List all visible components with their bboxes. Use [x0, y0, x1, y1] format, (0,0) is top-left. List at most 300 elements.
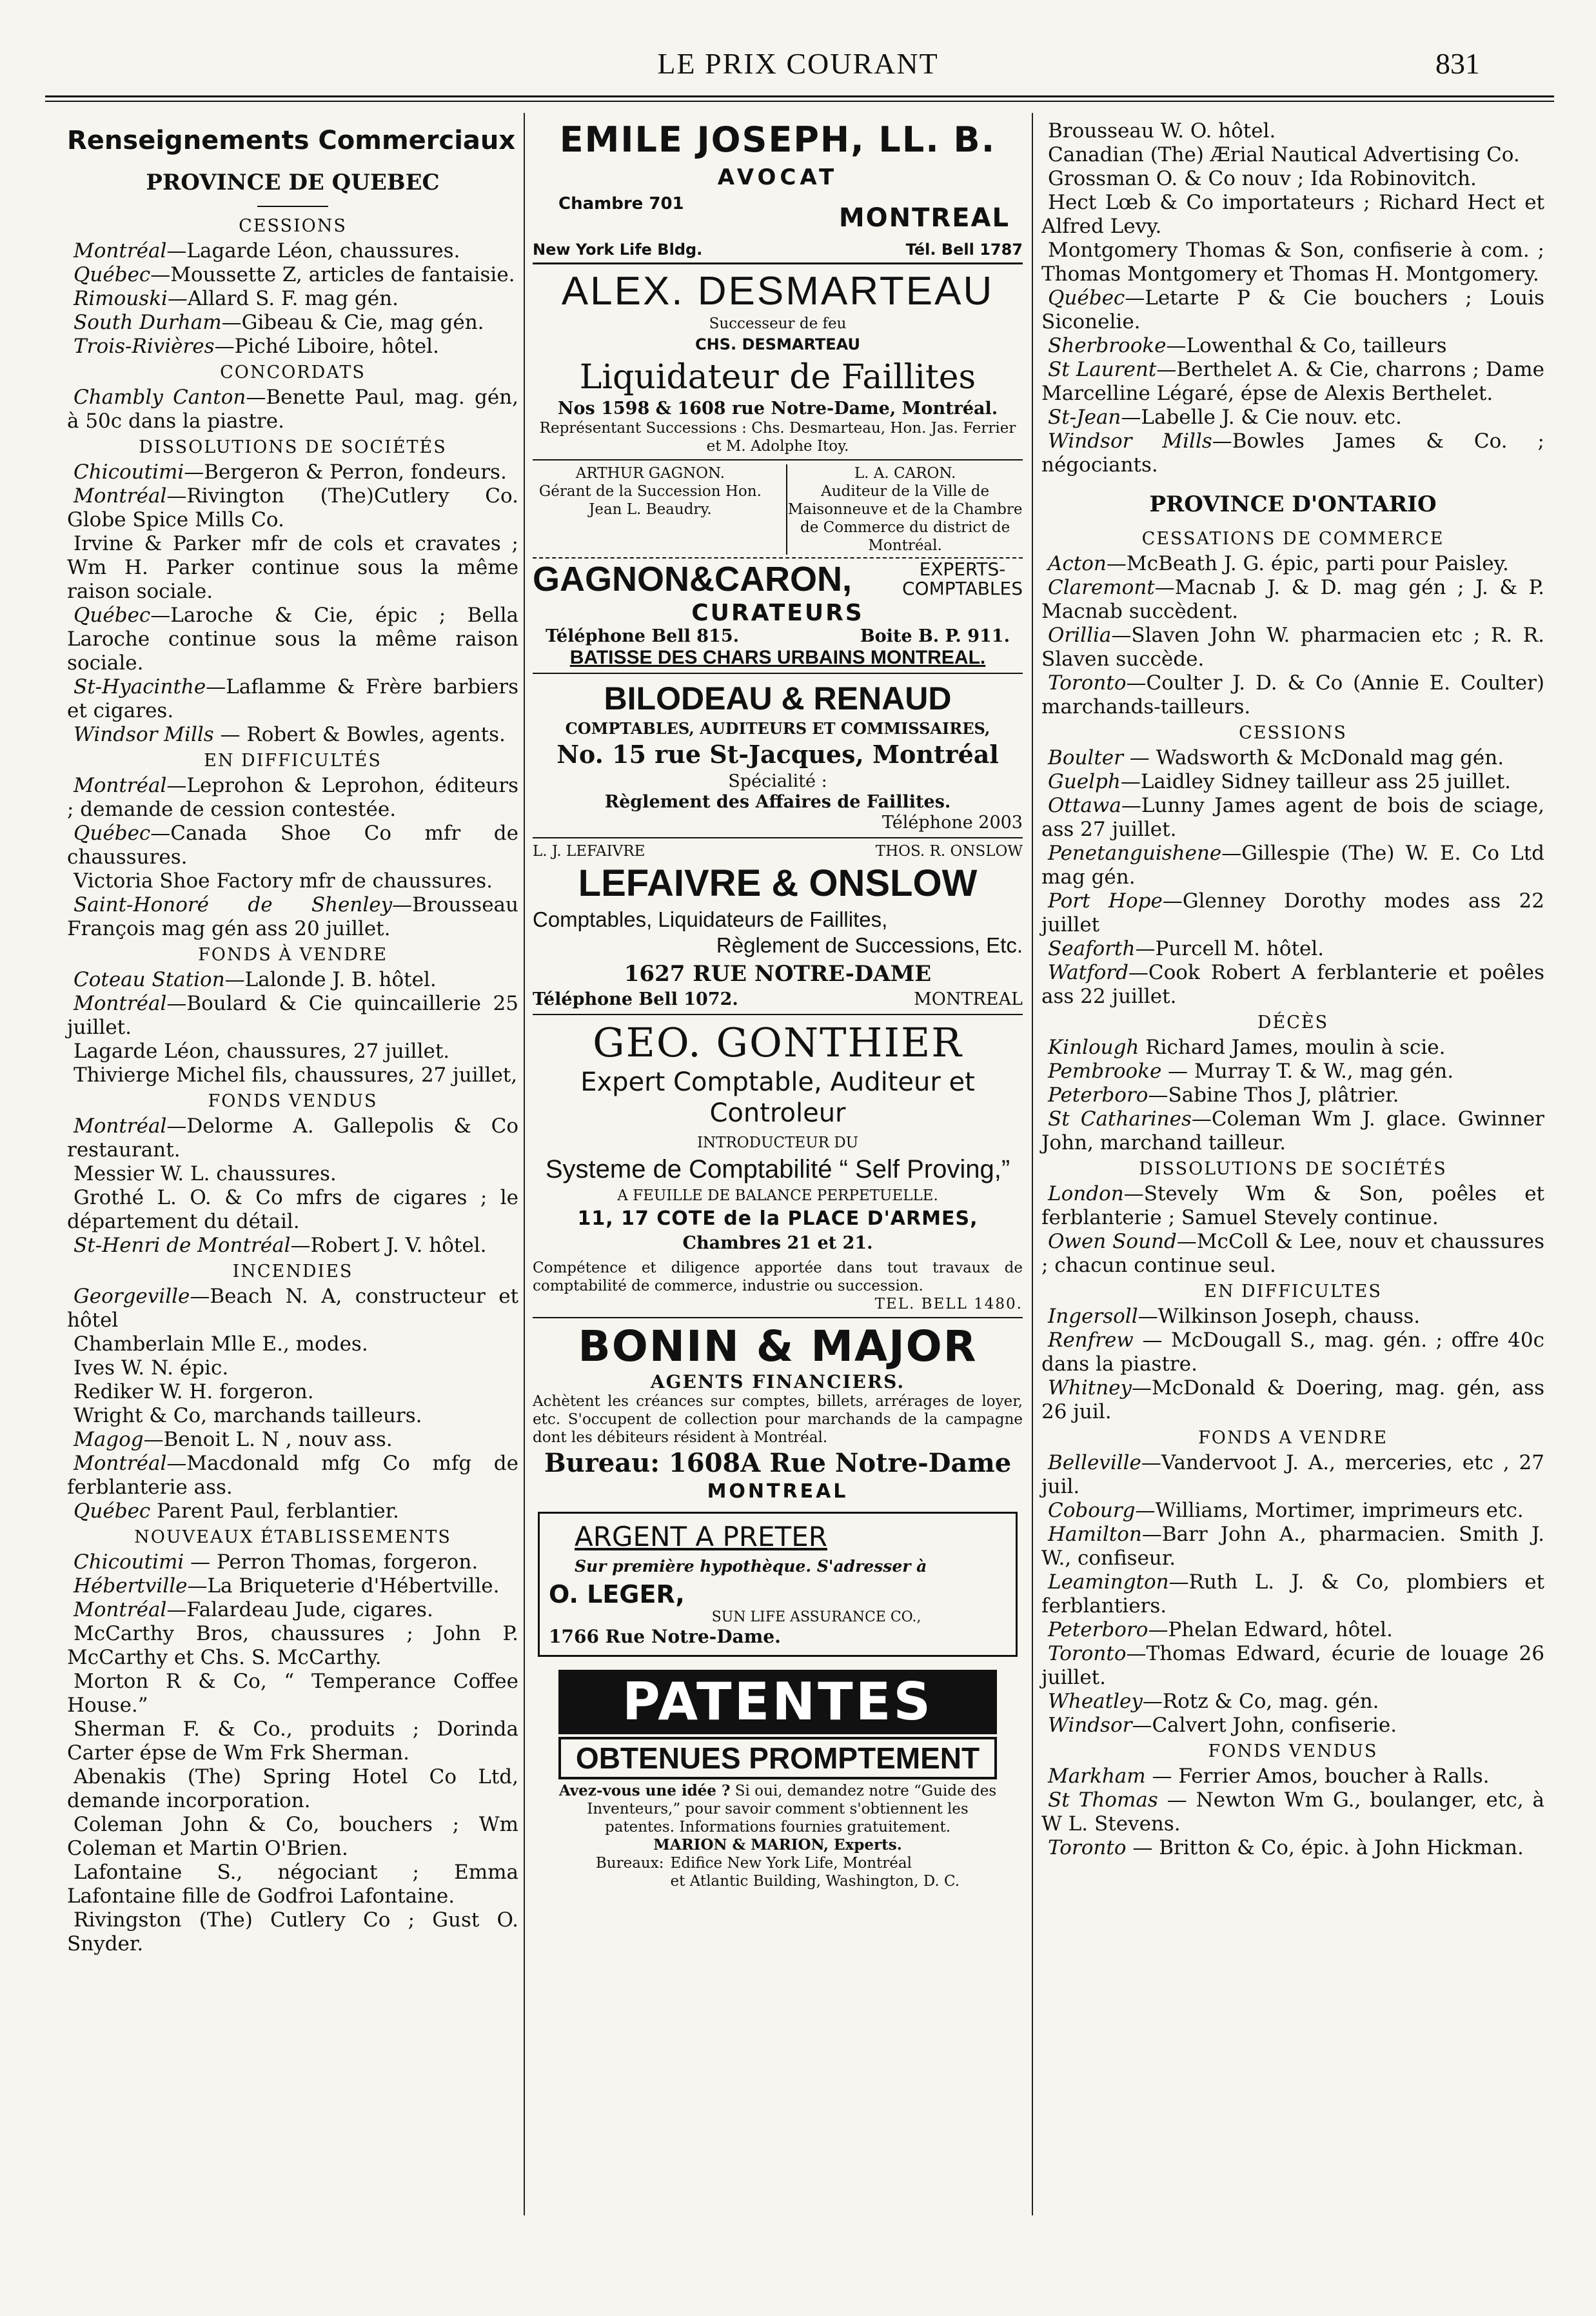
entry-text: — Perron Thomas, forgeron. — [184, 1550, 478, 1574]
entry — [1041, 286, 1544, 334]
section-heading: EN DIFFICULTÉS — [204, 751, 382, 771]
gagnon-curateurs: CURATEURS — [691, 600, 864, 626]
entry — [67, 1622, 518, 1670]
entry-text: —Benoit L. N , nouv ass. — [143, 1428, 393, 1451]
entry-text: Wright & Co, marchands tailleurs. — [74, 1404, 422, 1427]
entry — [67, 1550, 518, 1574]
entry — [1041, 1451, 1544, 1499]
entry-text: —Letarte P & Cie bouchers ; Louis Siconelie. — [1041, 286, 1544, 333]
entry-place: Hébertville — [74, 1574, 188, 1598]
gagnon-left-name: ARTHUR GAGNON. — [575, 465, 725, 482]
entry-place: Québec — [1048, 286, 1125, 310]
entry-place: Sherbrooke — [1048, 334, 1167, 357]
entry — [67, 893, 518, 941]
entry-text: —Wilkinson Joseph, chauss. — [1138, 1305, 1421, 1328]
column-quebec — [67, 119, 518, 1956]
page-header — [0, 43, 1596, 94]
header-rule-2 — [45, 101, 1554, 102]
entry-text: —La Briqueterie d'Hébertville. — [187, 1574, 500, 1598]
joseph-role: AVOCAT — [717, 164, 838, 190]
entry-text: —Benette Paul, mag. gén, à 50c dans la piastre. — [67, 386, 518, 433]
ontario-sections — [1041, 528, 1544, 1860]
gagnon-left-text: Gérant de la Succession Hon. Jean L. Beaudry. — [538, 483, 762, 518]
entry-place: Toronto — [1048, 671, 1127, 695]
entry — [67, 675, 518, 723]
entry — [1041, 1499, 1544, 1523]
entry-place: Leamington — [1048, 1570, 1169, 1594]
lefaivre-left: L. J. LEFAIVRE — [533, 843, 645, 860]
ad-argent-a-preter — [538, 1512, 1018, 1657]
section-title: Renseignements Commerciaux — [67, 126, 516, 155]
entry — [1041, 1788, 1544, 1836]
quebec-sections — [67, 215, 518, 1956]
entry-text: —Leprohon & Leprohon, éditeurs ; demande de cession contestée. — [67, 774, 518, 821]
bonin-bureau: Bureau: 1608A Rue Notre-Dame — [544, 1448, 1012, 1478]
entry — [67, 1380, 518, 1404]
section-heading: CESSIONS — [1239, 723, 1347, 743]
entry — [67, 822, 518, 869]
entry — [67, 1861, 518, 1908]
section-heading: NOUVEAUX ÉTABLISSEMENTS — [134, 1527, 451, 1547]
gagnon-experts: EXPERTS- — [919, 559, 1006, 580]
entry-place: South Durham — [74, 311, 222, 334]
entry-place: Chambly Canton — [74, 386, 246, 409]
entry — [1041, 889, 1544, 937]
entry — [67, 604, 518, 675]
entry — [67, 1332, 518, 1356]
entry — [1041, 1618, 1544, 1642]
entry-place: Claremont — [1048, 576, 1155, 599]
entry — [67, 1670, 518, 1717]
entry-place: Renfrew — [1048, 1329, 1134, 1352]
patentes-text: Si oui, demandez notre “Guide des Inventeurs,” pour savoir comment s'obtiennent les patentes. Informations fournies gratuitement. — [587, 1783, 997, 1836]
entry-place: Peterboro — [1048, 1618, 1148, 1641]
entry — [1041, 1570, 1544, 1618]
lefaivre-city: MONTREAL — [914, 989, 1023, 1009]
gagnon-right-text: Auditeur de la Ville de Maisonneuve et de la Chambre de Commerce du district de Montréal. — [787, 483, 1023, 554]
entry-text: Canadian (The) Ærial Nautical Advertising Co. — [1048, 143, 1520, 166]
gagnon-addr: BATISSE DES CHARS URBAINS MONTREAL. — [569, 647, 986, 668]
entry — [1041, 624, 1544, 671]
entry-text: —Vandervoot J. A., merceries, etc , 27 juil. — [1041, 1451, 1544, 1498]
entry-text: —Lowenthal & Co, tailleurs — [1166, 334, 1447, 357]
argent-name: O. LEGER, — [549, 1580, 685, 1608]
column-advertisements — [533, 119, 1023, 1890]
ad-emile-joseph — [533, 119, 1023, 259]
entry-place: Georgeville — [74, 1285, 190, 1308]
entry-place: Windsor Mills — [1048, 430, 1212, 453]
journal-title: LE PRIX COURANT — [657, 47, 939, 80]
bilodeau-spec: Spécialité : — [728, 771, 827, 791]
desmarteau-name: ALEX. DESMARTEAU — [561, 269, 994, 313]
entry — [1041, 1230, 1544, 1278]
entry-place: Port Hope — [1048, 889, 1163, 913]
entry — [1041, 406, 1544, 430]
entry-text: —Gibeau & Cie, mag gén. — [221, 311, 484, 334]
argent-l1: Sur première hypothèque. S'adresser à — [575, 1557, 927, 1576]
entry-place: Watford — [1048, 961, 1128, 984]
entry — [67, 1064, 518, 1087]
entry — [67, 968, 518, 992]
bonin-text: Achètent les créances sur comptes, billets, arrérages de loyer, etc. S'occupent de collection pour marchands de la campagne dont les débiteurs résident à Montréal. — [533, 1393, 1023, 1446]
entry — [1041, 1836, 1544, 1860]
entry-text: —Berthelet A. & Cie, charrons ; Dame Marcelline Légaré, épse de Alexis Berthelet. — [1041, 358, 1544, 405]
header-rule — [45, 95, 1554, 97]
entry — [67, 1356, 518, 1380]
section-heading: FONDS VENDUS — [1208, 1741, 1378, 1761]
gonthier-text: Compétence et diligence apportée dans tout travaux de comptabilité de commerce, industrie ou succession. — [533, 1260, 1023, 1294]
entry-place: Markham — [1048, 1765, 1146, 1788]
entry-text: —Gillespie (The) W. E. Co Ltd mag gén. — [1041, 842, 1544, 889]
gagnon-comptables: COMPTABLES — [902, 578, 1023, 599]
entry-place: Penetanguishene — [1048, 842, 1222, 865]
bonin-city: MONTREAL — [707, 1480, 849, 1503]
entry-text: — Wadsworth & McDonald mag gén. — [1123, 746, 1504, 769]
entry — [67, 263, 518, 287]
patentes-sub: OBTENUES PROMPTEMENT — [558, 1737, 997, 1779]
desmarteau-succ: Successeur de feu — [709, 315, 847, 332]
entry-text: Ives W. N. épic. — [74, 1356, 229, 1380]
entry-text: —Purcell M. hôtel. — [1135, 937, 1325, 960]
entry — [67, 1452, 518, 1499]
desmarteau-addr: Nos 1598 & 1608 rue Notre-Dame, Montréal. — [557, 399, 998, 419]
joseph-city: MONTREAL — [838, 203, 1010, 233]
entry — [67, 1717, 518, 1765]
entry-text: — Robert & Bowles, agents. — [213, 723, 506, 746]
lefaivre-name: LEFAIVRE & ONSLOW — [578, 862, 978, 904]
gonthier-addr: 11, 17 COTE de la PLACE D'ARMES, — [577, 1207, 978, 1230]
entry-text: —Barr John A., pharmacien. Smith J. W., confiseur. — [1041, 1523, 1544, 1570]
entry — [67, 1040, 518, 1064]
entry-text: —Canada Shoe Co mfr de chaussures. — [67, 822, 518, 869]
entry-text: Lagarde Léon, chaussures, 27 juillet. — [74, 1040, 450, 1063]
entry-text: Morton R & Co, “ Temperance Coffee House.” — [67, 1670, 518, 1717]
column-divider-1 — [524, 113, 525, 2215]
bilodeau-addr: No. 15 rue St-Jacques, Montréal — [557, 740, 999, 769]
entry-text: Irvine & Parker mfr de cols et cravates ; Wm H. Parker continue sous la même raison sociale. — [67, 532, 518, 603]
entry-text: —Rivington (The)Cutlery Co. Globe Spice Mills Co. — [67, 484, 518, 531]
column-ontario — [1041, 119, 1544, 1860]
patentes-title: PATENTES — [558, 1670, 997, 1734]
entry — [67, 1813, 518, 1861]
entry-place: Montréal — [74, 239, 167, 262]
entry-text: —Calvert John, confiserie. — [1132, 1714, 1397, 1737]
entry-place: Kinlough — [1048, 1036, 1139, 1059]
entry-text: Parent Paul, ferblantier. — [150, 1499, 399, 1523]
section-heading: DÉCÈS — [1257, 1013, 1329, 1033]
entry-place: Owen Sound — [1048, 1230, 1177, 1253]
bilodeau-tel: Téléphone 2003 — [882, 813, 1023, 833]
entry — [1041, 671, 1544, 719]
entry-text: Brousseau W. O. hôtel. — [1048, 119, 1276, 143]
entry — [67, 1428, 518, 1452]
entry-text: —Laroche & Cie, épic ; Bella Laroche continue sous la même raison sociale. — [67, 604, 518, 675]
entry — [1041, 746, 1544, 770]
entry-place: Windsor Mills — [74, 723, 214, 746]
province-heading: PROVINCE DE QUEBEC — [146, 170, 440, 195]
entry-text: Chamberlain Mlle E., modes. — [74, 1332, 368, 1356]
entry-text: Thivierge Michel fils, chaussures, 27 juillet, — [74, 1064, 518, 1087]
patentes-firm: MARION & MARION, Experts. — [653, 1836, 902, 1854]
ad-bonin-major — [533, 1322, 1023, 1503]
desmarteau-rep: Représentant Successions : Chs. Desmarteau, Hon. Jas. Ferrier et M. Adolphe Itoy. — [539, 420, 1016, 455]
entry-place: Montréal — [74, 1452, 167, 1475]
entry-text: —Bowles James & Co. ; négociants. — [1041, 430, 1544, 477]
quebec-continued — [1041, 119, 1544, 477]
gonthier-feuille: A FEUILLE DE BALANCE PERPETUELLE. — [617, 1187, 938, 1204]
entry-text: — Newton Wm G., boulanger, etc, à W L. Stevens. — [1041, 1788, 1544, 1836]
entry — [1041, 239, 1544, 286]
entry-place: Chicoutimi — [74, 460, 184, 484]
entry-text: —Laflamme & Frère barbiers et cigares. — [67, 675, 518, 722]
entry — [67, 287, 518, 311]
entry-text: —Glenney Dorothy modes ass 22 juillet — [1041, 889, 1544, 936]
entry-text: —McDonald & Doering, mag. gén, ass 26 juil. — [1041, 1376, 1544, 1423]
entry-text: — Britton & Co, épic. à John Hickman. — [1126, 1836, 1524, 1859]
entry-text: Hect Lœb & Co importateurs ; Richard Hect et Alfred Levy. — [1041, 191, 1544, 238]
entry-text: — Ferrier Amos, boucher à Ralls. — [1145, 1765, 1490, 1788]
section-heading: FONDS VENDUS — [208, 1091, 378, 1111]
ad-patentes — [558, 1670, 997, 1890]
entry-text: McCarthy Bros, chaussures ; John P. McCarthy et Chs. S. McCarthy. — [67, 1622, 518, 1669]
entry-place: Whitney — [1048, 1376, 1132, 1400]
patentes-question: Avez-vous une idée ? — [558, 1782, 731, 1799]
entry — [67, 239, 518, 263]
ad-gonthier — [533, 1019, 1023, 1313]
entry-place: Montréal — [74, 1598, 167, 1621]
entry-text: —Williams, Mortimer, imprimeurs etc. — [1135, 1499, 1524, 1522]
entry-text: Abenakis (The) Spring Hotel Co Ltd, demande incorporation. — [67, 1765, 518, 1812]
patentes-b2: et Atlantic Building, Washington, D. C. — [670, 1873, 960, 1890]
entry — [67, 1285, 518, 1332]
entry — [1041, 358, 1544, 406]
joseph-chambre: Chambre 701 — [558, 194, 684, 213]
gonthier-title: Expert Comptable, Auditeur et Controleur — [580, 1067, 975, 1128]
entry-text: —Robert J. V. hôtel. — [290, 1234, 487, 1257]
gonthier-name: GEO. GONTHIER — [593, 1019, 963, 1066]
entry-place: St-Hyacinthe — [74, 675, 206, 698]
entry-text: Rediker W. H. forgeron. — [74, 1380, 314, 1403]
section-heading: FONDS À VENDRE — [198, 945, 388, 965]
entry — [67, 311, 518, 335]
entry — [67, 335, 518, 359]
entry — [1041, 576, 1544, 624]
entry-text: —Cook Robert A ferblanterie et poêles ass 22 juillet. — [1041, 961, 1544, 1008]
entry-text: —Phelan Edward, hôtel. — [1148, 1618, 1393, 1641]
joseph-name: EMILE JOSEPH, LL. B. — [559, 119, 996, 160]
ad-bilodeau-renaud — [533, 678, 1023, 833]
entry — [1041, 1523, 1544, 1570]
entry-place: Québec — [74, 822, 151, 845]
entry — [1041, 430, 1544, 477]
patentes-b1: Edifice New York Life, Montréal — [670, 1855, 912, 1872]
entry-text: —Allard S. F. mag gén. — [167, 287, 399, 310]
section-heading: DISSOLUTIONS DE SOCIÉTÉS — [139, 437, 447, 457]
patentes-bureaux: Bureaux: — [595, 1855, 664, 1872]
entry-place: Rimouski — [74, 287, 168, 310]
entry — [1041, 1690, 1544, 1714]
entry-text: —Coulter J. D. & Co (Annie E. Coulter) marchands-tailleurs. — [1041, 671, 1544, 718]
ad-desmarteau — [533, 268, 1023, 455]
entry — [67, 1499, 518, 1523]
entry — [67, 484, 518, 532]
entry-text: — Murray T. & W., mag gén. — [1161, 1060, 1454, 1083]
entry-text: —Macdonald mfg Co mfg de ferblanterie ass. — [67, 1452, 518, 1499]
entry-place: Peterboro — [1048, 1084, 1148, 1107]
bilodeau-spec2: Règlement des Affaires de Faillites. — [604, 792, 951, 812]
joseph-bldg: New York Life Bldg. — [533, 241, 703, 259]
entry-text: —Rotz & Co, mag. gén. — [1142, 1690, 1379, 1713]
entry-place: St Catharines — [1048, 1107, 1192, 1131]
entry-place: Québec — [74, 604, 151, 627]
entry-text: —Laidley Sidney tailleur ass 25 juillet. — [1120, 770, 1512, 793]
entry-place: Québec — [74, 1499, 151, 1523]
entry — [1041, 1376, 1544, 1424]
entry — [1041, 191, 1544, 239]
bilodeau-sub: COMPTABLES, AUDITEURS ET COMMISSAIRES, — [565, 719, 990, 738]
argent-addr: 1766 Rue Notre-Dame. — [549, 1626, 781, 1647]
entry-place: Montréal — [74, 992, 167, 1015]
entry-place: Pembrooke — [1048, 1060, 1162, 1083]
entry-text: Victoria Shoe Factory mfr de chaussures. — [74, 869, 493, 893]
entry-text: —Falardeau Jude, cigares. — [166, 1598, 433, 1621]
entry-place: Coteau Station — [74, 968, 225, 991]
page-number: 831 — [1435, 47, 1480, 80]
entry — [67, 1598, 518, 1622]
entry-place: Acton — [1048, 552, 1107, 575]
entry-place: Montréal — [74, 774, 167, 797]
bonin-name: BONIN & MAJOR — [578, 1321, 978, 1371]
entry — [1041, 143, 1544, 167]
entry — [67, 1765, 518, 1813]
province-heading-ontario: PROVINCE D'ONTARIO — [1149, 491, 1437, 517]
entry-text: —Slaven John W. pharmacien etc ; R. R. Slaven succède. — [1041, 624, 1544, 671]
entry-place: Hamilton — [1048, 1523, 1142, 1546]
entry-text: —Lagarde Léon, chaussures. — [166, 239, 460, 262]
bilodeau-name: BILODEAU & RENAUD — [604, 680, 952, 717]
lefaivre-l2: Règlement de Successions, Etc. — [716, 933, 1023, 957]
entry-place: Chicoutimi — [74, 1550, 184, 1574]
gagnon-tel: Téléphone Bell 815. — [546, 626, 740, 646]
joseph-tel: Tél. Bell 1787 — [905, 241, 1023, 259]
entry — [1041, 1305, 1544, 1329]
entry-place: Belleville — [1048, 1451, 1141, 1474]
entry — [67, 992, 518, 1040]
lefaivre-tel: Téléphone Bell 1072. — [533, 989, 738, 1009]
entry — [67, 1114, 518, 1162]
gonthier-chambres: Chambres 21 et 21. — [682, 1233, 873, 1253]
lefaivre-l1: Comptables, Liquidateurs de Faillites, — [533, 907, 888, 931]
entry — [1041, 1107, 1544, 1155]
entry-text: —Sabine Thos J, plâtrier. — [1148, 1084, 1399, 1107]
entry-place: Montréal — [74, 484, 167, 508]
entry-place: St-Henri de Montréal — [74, 1234, 291, 1257]
entry-text: —Macnab J. & D. mag gén ; J. & P. Macnab succèdent. — [1041, 576, 1544, 623]
lefaivre-right: THOS. R. ONSLOW — [875, 843, 1023, 860]
entry — [67, 460, 518, 484]
section-heading: INCENDIES — [232, 1262, 353, 1282]
entry — [67, 1908, 518, 1956]
entry — [1041, 167, 1544, 191]
section-heading: EN DIFFICULTES — [1204, 1282, 1382, 1302]
entry — [67, 1234, 518, 1258]
entry-place: Trois-Rivières — [74, 335, 215, 358]
entry-text: —Lalonde J. B. hôtel. — [224, 968, 437, 991]
argent-title: ARGENT A PRETER — [575, 1521, 827, 1552]
ad-lefaivre-onslow — [533, 842, 1023, 1010]
entry-text: —McColl & Lee, nouv et chaussures ; chacun continue seul. — [1041, 1230, 1544, 1277]
section-heading: CONCORDATS — [220, 362, 366, 382]
gonthier-system: Systeme de Comptabilité “ Self Proving,” — [545, 1155, 1010, 1183]
entry — [1041, 1714, 1544, 1737]
entry-place: Québec — [74, 263, 151, 286]
entry — [1041, 961, 1544, 1009]
entry-text: —Lunny James agent de bois de sciage, ass 27 juillet. — [1041, 794, 1544, 841]
entry — [1041, 794, 1544, 842]
entry-place: Toronto — [1048, 1836, 1127, 1859]
entry-text: —Bergeron & Perron, fondeurs. — [184, 460, 507, 484]
entry — [1041, 842, 1544, 889]
entry — [67, 869, 518, 893]
entry-place: St Laurent — [1048, 358, 1157, 381]
entry — [1041, 119, 1544, 143]
entry-text: — McDougall S., mag. gén. ; offre 40c dans la piastre. — [1041, 1329, 1544, 1376]
entry-text: Grossman O. & Co nouv ; Ida Robinovitch. — [1048, 167, 1477, 190]
entry — [1041, 1765, 1544, 1788]
entry — [1041, 1060, 1544, 1084]
entry — [1041, 1329, 1544, 1376]
gonthier-intro: INTRODUCTEUR DU — [696, 1134, 859, 1151]
lefaivre-addr: 1627 RUE NOTRE-DAME — [624, 961, 932, 987]
entry-text: —Beach N. A, constructeur et hôtel — [67, 1285, 518, 1332]
entry-place: St-Jean — [1048, 406, 1121, 429]
entry-text: Rivingston (The) Cutlery Co ; Gust O. Snyder. — [67, 1908, 518, 1955]
entry — [67, 1186, 518, 1234]
entry-text: —Moussette Z, articles de fantaisie. — [150, 263, 515, 286]
entry — [1041, 1182, 1544, 1230]
entry — [1041, 1036, 1544, 1060]
section-heading: CESSATIONS DE COMMERCE — [1141, 529, 1444, 549]
entry-text: Richard James, moulin à scie. — [1139, 1036, 1446, 1059]
entry-place: Magog — [74, 1428, 144, 1451]
entry-text: Coleman John & Co, bouchers ; Wm Coleman et Martin O'Brien. — [67, 1813, 518, 1860]
entry — [1041, 937, 1544, 961]
section-heading: CESSIONS — [239, 216, 347, 236]
entry-place: Seaforth — [1048, 937, 1136, 960]
gonthier-tel: TEL. BELL 1480. — [874, 1296, 1023, 1312]
entry-place: Saint-Honoré de Shenley — [74, 893, 393, 916]
entry-place: Guelph — [1048, 770, 1121, 793]
entry — [67, 1162, 518, 1186]
entry-text: —Coleman Wm J. glace. Gwinner John, marchand tailleur. — [1041, 1107, 1544, 1154]
entry-text: —Piché Liboire, hôtel. — [214, 335, 439, 358]
entry — [67, 386, 518, 433]
gagnon-firm: GAGNON&CARON, — [533, 560, 852, 599]
entry — [67, 1574, 518, 1598]
entry-text: Montgomery Thomas & Son, confiserie à com. ; Thomas Montgomery et Thomas H. Montgomery. — [1041, 239, 1544, 286]
entry-place: Ottawa — [1048, 794, 1121, 817]
entry-text: —Stevely Wm & Son, poêles et ferblanterie ; Samuel Stevely continue. — [1041, 1182, 1544, 1229]
entry-place: Boulter — [1048, 746, 1123, 769]
entry-place: Wheatley — [1048, 1690, 1143, 1713]
entry-text: —McBeath J. G. épic, parti pour Paisley. — [1106, 552, 1509, 575]
entry-text: Grothé L. O. & Co mfrs de cigares ; le département du détail. — [67, 1186, 518, 1233]
entry-place: Cobourg — [1048, 1499, 1136, 1522]
entry — [1041, 770, 1544, 794]
entry — [67, 723, 518, 747]
entry-text: —Boulard & Cie quincaillerie 25 juillet. — [67, 992, 518, 1039]
entry-place: Windsor — [1048, 1714, 1132, 1737]
